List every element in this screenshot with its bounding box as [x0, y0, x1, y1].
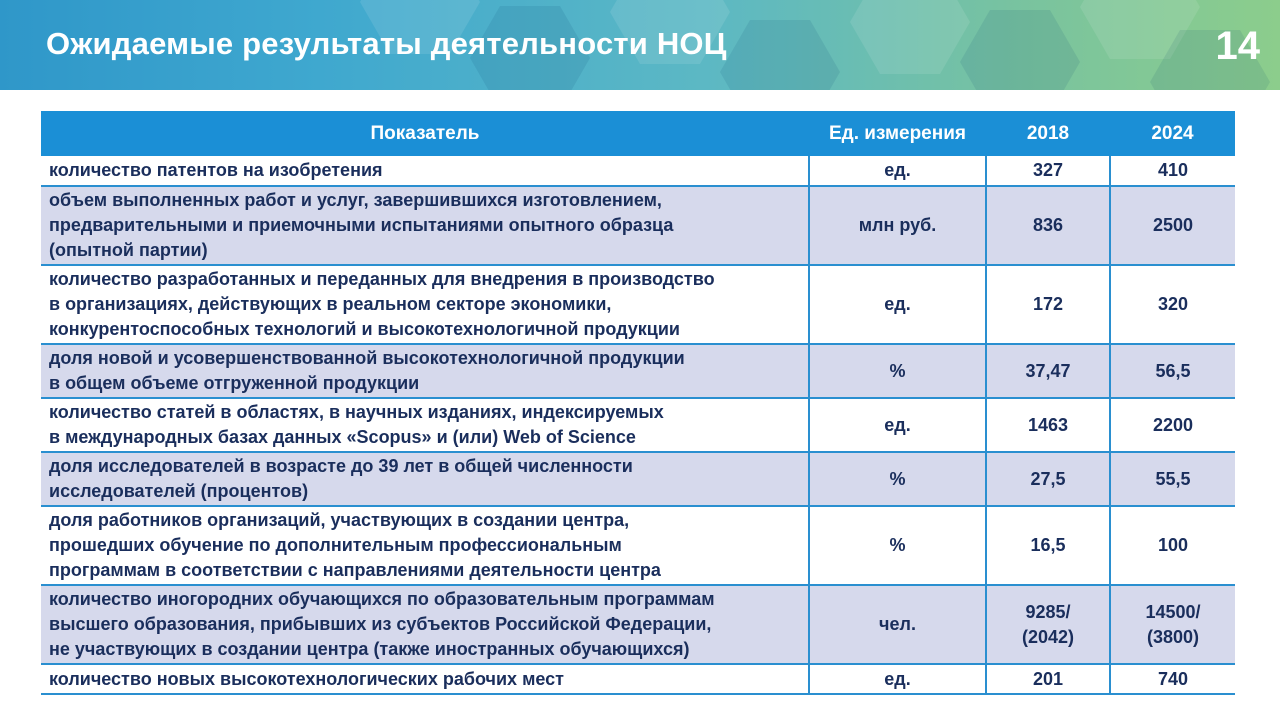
page-number: 14 [1215, 24, 1260, 68]
indicator-cell: количество статей в областях, в научных изданиях, индексируемых в международных базах данных «Scopus» и (или) Web of Science [41, 398, 809, 452]
value-2024-cell: 740 [1110, 664, 1235, 694]
value-2018-cell: 37,47 [986, 344, 1110, 398]
table-row [41, 664, 1235, 694]
slide-title: Ожидаемые результаты деятельности НОЦ [46, 26, 727, 61]
value-2018-cell: 836 [986, 186, 1110, 265]
table-row [41, 344, 1235, 398]
unit-cell: ед. [809, 265, 986, 344]
indicator-cell: количество патентов на изобретения [41, 156, 809, 186]
value-2018-cell: 9285/ (2042) [986, 585, 1110, 664]
value-2018-cell: 1463 [986, 398, 1110, 452]
value-2024-cell: 56,5 [1110, 344, 1235, 398]
unit-cell: % [809, 344, 986, 398]
value-2018-cell: 16,5 [986, 506, 1110, 585]
unit-cell: ед. [809, 398, 986, 452]
unit-cell: % [809, 452, 986, 506]
header-unit: Ед. измерения [809, 111, 986, 156]
indicator-cell: количество новых высокотехнологических рабочих мест [41, 664, 809, 694]
table-row [41, 506, 1235, 585]
value-2018-cell: 327 [986, 156, 1110, 186]
header-2024: 2024 [1110, 111, 1235, 156]
value-2024-cell: 2500 [1110, 186, 1235, 265]
indicator-cell: количество иногородних обучающихся по образовательным программам высшего образования, прибывших из субъектов Российской Федерации, не участвующих в создании центра (также иностранных обучающихся) [41, 585, 809, 664]
results-table [41, 111, 1235, 695]
header-indicator: Показатель [41, 111, 809, 156]
value-2024-cell: 55,5 [1110, 452, 1235, 506]
value-2024-cell: 100 [1110, 506, 1235, 585]
indicator-cell: доля исследователей в возрасте до 39 лет в общей численности исследователей (процентов) [41, 452, 809, 506]
unit-cell: % [809, 506, 986, 585]
indicator-cell: объем выполненных работ и услуг, завершившихся изготовлением, предварительными и приемочными испытаниями опытного образца (опытной партии) [41, 186, 809, 265]
unit-cell: ед. [809, 664, 986, 694]
table-row [41, 265, 1235, 344]
value-2024-cell: 2200 [1110, 398, 1235, 452]
unit-cell: млн руб. [809, 186, 986, 265]
table-header-row [41, 111, 1235, 156]
header-2018: 2018 [986, 111, 1110, 156]
table-row [41, 156, 1235, 186]
value-2018-cell: 172 [986, 265, 1110, 344]
value-2024-cell: 320 [1110, 265, 1235, 344]
value-2018-cell: 27,5 [986, 452, 1110, 506]
value-2018-cell: 201 [986, 664, 1110, 694]
table-row [41, 186, 1235, 265]
indicator-cell: доля новой и усовершенствованной высокотехнологичной продукции в общем объеме отгруженной продукции [41, 344, 809, 398]
indicator-cell: доля работников организаций, участвующих в создании центра, прошедших обучение по дополнительным профессиональным программам в соответствии с направлениями деятельности центра [41, 506, 809, 585]
value-2024-cell: 14500/ (3800) [1110, 585, 1235, 664]
unit-cell: ед. [809, 156, 986, 186]
table-row [41, 452, 1235, 506]
value-2024-cell: 410 [1110, 156, 1235, 186]
unit-cell: чел. [809, 585, 986, 664]
slide-header [0, 0, 1280, 90]
table-row [41, 398, 1235, 452]
table-row [41, 585, 1235, 664]
indicator-cell: количество разработанных и переданных для внедрения в производство в организациях, действующих в реальном секторе экономики, конкурентоспособных технологий и высокотехнологичной продукции [41, 265, 809, 344]
